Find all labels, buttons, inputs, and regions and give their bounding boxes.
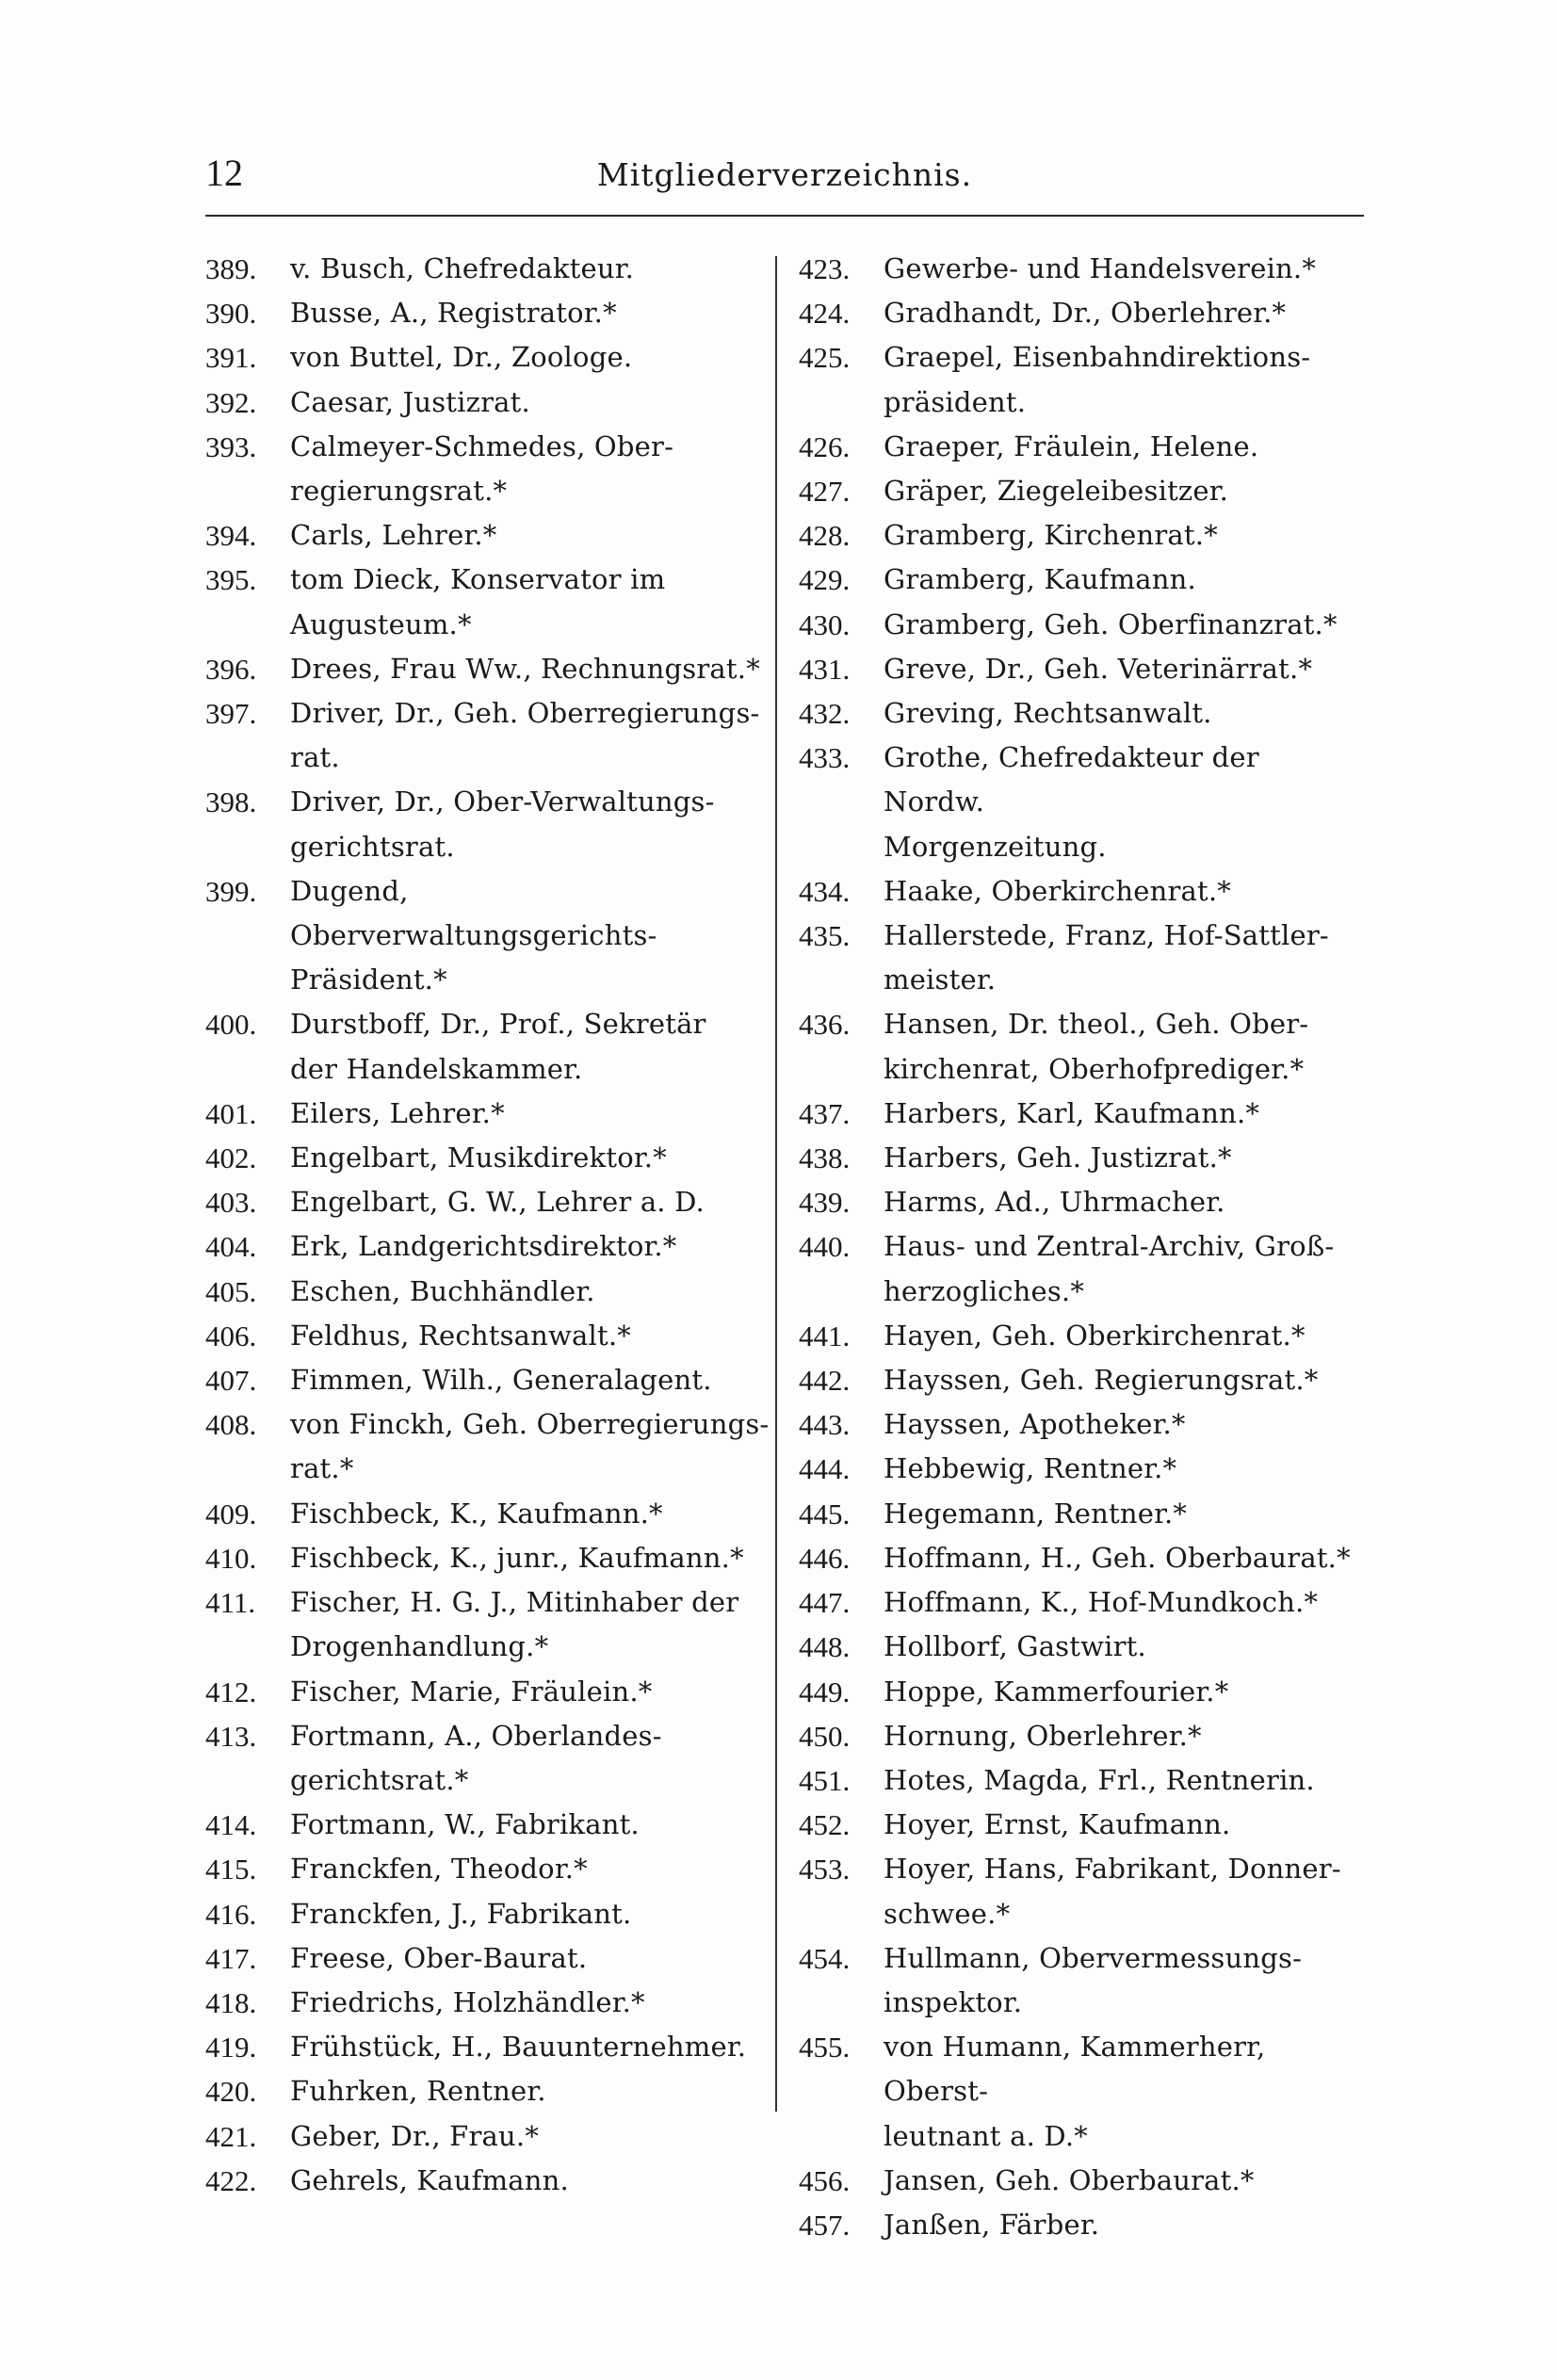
entry-number: 404. [205,1230,257,1264]
entry-number: 420. [205,2075,257,2109]
header-rule [205,215,1364,217]
entry-number: 390. [205,297,257,331]
entry-text-line: Harbers, Geh. Justizrat.* [884,1141,1232,1174]
member-entry [799,1803,1364,1847]
column-divider [775,256,777,2112]
entry-number: 447. [799,1586,851,1620]
member-entry [205,1136,770,1180]
entry-text-line: von Finckh, Geh. Oberregierungs- [290,1408,770,1441]
member-entry [205,1402,770,1491]
entry-number: 392. [205,385,257,419]
entry-text-line: Franckfen, J., Fabrikant. [290,1897,632,1930]
entry-number: 443. [799,1408,851,1442]
entry-text-line: Engelbart, Musikdirektor.* [290,1141,667,1174]
entry-number: 455. [799,2031,851,2064]
entry-text-line: Eschen, Buchhändler. [290,1274,595,1307]
member-entry [205,291,770,335]
right-column [799,247,1364,2247]
entry-text-line: rat.* [290,1452,354,1485]
entry-number: 395. [205,563,257,597]
member-entry [205,1847,770,1891]
entry-text-line: Hebbewig, Rentner.* [884,1452,1177,1485]
entry-text-line: schwee.* [884,1897,1011,1930]
member-entry [205,2159,770,2203]
entry-number: 408. [205,1408,257,1442]
entry-text-line: Freese, Ober-Baurat. [290,1941,588,1974]
member-entry [799,691,1364,736]
member-entry [205,1224,770,1269]
member-entry [799,425,1364,469]
entry-text-line: Fuhrken, Rentner. [290,2075,546,2108]
entry-number: 450. [799,1719,851,1753]
entry-number: 432. [799,697,851,731]
entry-number: 418. [205,1985,257,2019]
entry-text-line: Calmeyer-Schmedes, Ober- [290,429,674,462]
entry-text-line: Driver, Dr., Geh. Oberregierungs- [290,697,760,730]
entry-text-line: Drogenhandlung.* [290,1630,549,1663]
member-entry [799,513,1364,558]
entry-number: 454. [799,1941,851,1975]
member-entry [205,1714,770,1803]
member-entry [205,1803,770,1847]
member-entry [799,1002,1364,1091]
entry-text-line: Morgenzeitung. [884,830,1107,863]
entry-number: 446. [799,1541,851,1575]
entry-text-line: Fortmann, A., Oberlandes- [290,1719,662,1752]
entry-text-line: Fischbeck, K., junr., Kaufmann.* [290,1541,744,1574]
entry-text-line: von Humann, Kammerherr, Oberst- [884,2031,1266,2108]
member-entry [799,558,1364,602]
entry-number: 407. [205,1364,257,1398]
entry-text-line: Carls, Lehrer.* [290,519,497,552]
member-entry [205,647,770,691]
member-entry [799,869,1364,914]
member-entry [799,1314,1364,1358]
entry-text-line: Hoyer, Ernst, Kaufmann. [884,1808,1231,1841]
member-entry [205,869,770,1003]
member-entry [205,1358,770,1402]
entry-text-line: Gräper, Ziegeleibesitzer. [884,475,1229,508]
member-entry [799,1670,1364,1714]
entry-number: 403. [205,1186,257,1220]
entry-number: 402. [205,1141,257,1175]
member-entry [205,335,770,380]
entry-number: 433. [799,741,851,775]
entry-text-line: Fimmen, Wilh., Generalagent. [290,1364,712,1397]
entry-text-line: Haake, Oberkirchenrat.* [884,874,1231,907]
entry-text-line: Fischbeck, K., Kaufmann.* [290,1497,663,1530]
entry-text-line: Gehrels, Kaufmann. [290,2163,569,2196]
member-entry [205,513,770,558]
entry-number: 436. [799,1008,851,1042]
member-entry [205,2069,770,2113]
member-entry [799,2025,1364,2159]
entry-number: 448. [799,1630,851,1664]
entry-text-line: Durstboff, Dr., Prof., Sekretär [290,1008,706,1041]
entry-text-line: Hotes, Magda, Frl., Rentnerin. [884,1763,1315,1796]
page-header [205,151,1364,207]
entry-number: 406. [205,1319,257,1352]
member-entry [205,1670,770,1714]
entry-text-line: Hallerstede, Franz, Hof-Sattler- [884,919,1329,952]
entry-text-line: tom Dieck, Konservator im [290,563,666,596]
member-entry [799,1536,1364,1580]
member-entry [205,1002,770,1091]
entry-number: 424. [799,297,851,331]
entry-text-line: Gramberg, Kaufmann. [884,563,1196,596]
entry-text-line: Grothe, Chefredakteur der Nordw. [884,741,1259,818]
entry-number: 396. [205,652,257,686]
entry-number: 441. [799,1319,851,1352]
entry-number: 414. [205,1808,257,1842]
member-entry [205,425,770,513]
member-entry [205,1314,770,1358]
member-entry [799,1447,1364,1491]
entry-text-line: Hansen, Dr. theol., Geh. Ober- [884,1008,1309,1041]
entry-number: 457. [799,2208,851,2242]
entry-text-line: leutnant a. D.* [884,2119,1088,2152]
entry-text-line: Feldhus, Rechtsanwalt.* [290,1319,631,1352]
member-entry [799,1758,1364,1803]
entry-text-line: Harbers, Karl, Kaufmann.* [884,1096,1260,1129]
entry-number: 437. [799,1096,851,1130]
entry-text-line: regierungsrat.* [290,475,508,508]
member-entry [205,558,770,646]
member-entry [799,1625,1364,1669]
entry-text-line: gerichtsrat. [290,830,455,863]
entry-number: 405. [205,1274,257,1308]
entry-number: 430. [799,607,851,641]
entry-number: 389. [205,252,257,285]
entry-number: 449. [799,1675,851,1708]
entry-number: 445. [799,1497,851,1530]
entry-number: 411. [205,1586,256,1620]
member-entry [205,1270,770,1314]
member-entry [799,647,1364,691]
entry-number: 439. [799,1186,851,1220]
entry-text-line: Janßen, Färber. [884,2208,1100,2241]
entry-text-line: Graepel, Eisenbahndirektions- [884,341,1311,374]
entry-text-line: Gramberg, Geh. Oberfinanzrat.* [884,607,1338,640]
entry-number: 452. [799,1808,851,1842]
member-entry [799,1492,1364,1536]
member-entry [205,1536,770,1580]
entry-text-line: Graeper, Fräulein, Helene. [884,429,1259,462]
member-entry [205,1492,770,1536]
member-entry [205,1892,770,1936]
member-entry [205,380,770,425]
entry-number: 442. [799,1364,851,1398]
entry-number: 419. [205,2031,257,2064]
entry-number: 416. [205,1897,257,1931]
entry-text-line: Friedrichs, Holzhändler.* [290,1985,645,2018]
entry-text-line: Hegemann, Rentner.* [884,1497,1188,1530]
entry-text-line: Haus- und Zentral-Archiv, Groß- [884,1230,1335,1263]
entry-text-line: von Buttel, Dr., Zoologe. [290,341,633,374]
entry-text-line: Hullmann, Obervermessungs- [884,1941,1303,1974]
entry-number: 425. [799,341,851,375]
entry-text-line: v. Busch, Chefredakteur. [290,252,635,284]
entry-text-line: Greving, Rechtsanwalt. [884,697,1212,730]
entry-number: 435. [799,919,851,953]
entry-text-line: Hoyer, Hans, Fabrikant, Donner- [884,1853,1341,1886]
entry-number: 427. [799,475,851,509]
member-entry [799,291,1364,335]
entry-number: 391. [205,341,257,375]
entry-text-line: Caesar, Justizrat. [290,385,530,418]
member-entry [799,1580,1364,1625]
entry-text-line: gerichtsrat.* [290,1763,469,1796]
entry-number: 415. [205,1853,257,1886]
member-entry [799,2203,1364,2247]
member-entry [799,1092,1364,1136]
member-entry [205,1580,770,1669]
entry-number: 400. [205,1008,257,1042]
member-entry [205,2114,770,2159]
member-entry [799,469,1364,513]
entry-number: 444. [799,1452,851,1486]
entry-number: 422. [205,2163,257,2197]
entry-text-line: Geber, Dr., Frau.* [290,2119,540,2152]
entry-text-line: Driver, Dr., Ober-Verwaltungs- [290,785,715,818]
entry-text-line: Erk, Landgerichtsdirektor.* [290,1230,677,1263]
entry-number: 429. [799,563,851,597]
member-entry [799,1936,1364,2025]
entry-text-line: meister. [884,963,997,996]
entry-text-line: Gramberg, Kirchenrat.* [884,519,1218,552]
entry-text-line: Hayssen, Geh. Regierungsrat.* [884,1364,1319,1397]
member-entry [205,1092,770,1136]
member-entry [205,1981,770,2025]
member-entry [799,1136,1364,1180]
entry-number: 456. [799,2163,851,2197]
entry-number: 394. [205,519,257,553]
page-number: 12 [205,152,243,194]
member-entry [205,247,770,291]
member-entry [799,603,1364,647]
entry-number: 421. [205,2119,257,2153]
entry-text-line: Jansen, Geh. Oberbaurat.* [884,2163,1255,2196]
entry-text-line: Hollborf, Gastwirt. [884,1630,1146,1663]
running-title: Mitgliederverzeichnis. [596,156,973,193]
entry-text-line: Harms, Ad., Uhrmacher. [884,1186,1225,1219]
entry-text-line: Hoffmann, H., Geh. Oberbaurat.* [884,1541,1351,1574]
member-entry [205,2025,770,2069]
entry-number: 397. [205,697,257,731]
entry-number: 453. [799,1853,851,1886]
entry-number: 423. [799,252,851,285]
member-entry [799,1714,1364,1758]
member-entry [799,736,1364,869]
member-entry [205,780,770,868]
entry-number: 409. [205,1497,257,1530]
entry-number: 401. [205,1096,257,1130]
member-entry [799,247,1364,291]
entry-text-line: kirchenrat, Oberhofprediger.* [884,1052,1305,1085]
entry-text-line: Präsident.* [290,963,447,996]
entry-number: 438. [799,1141,851,1175]
member-entry [799,1358,1364,1402]
entry-text-line: Hoffmann, K., Hof-Mundkoch.* [884,1586,1319,1619]
entry-number: 399. [205,874,257,908]
entry-number: 417. [205,1941,257,1975]
member-entry [799,914,1364,1002]
entry-text-line: der Handelskammer. [290,1052,583,1085]
member-entry [205,691,770,780]
entry-text-line: Hayssen, Apotheker.* [884,1408,1186,1441]
entry-text-line: Fischer, H. G. J., Mitinhaber der [290,1586,739,1619]
entry-text-line: Dugend, Oberverwaltungsgerichts- [290,874,657,952]
entry-number: 428. [799,519,851,553]
member-entry [799,2159,1364,2203]
entry-text-line: inspektor. [884,1985,1023,2018]
entry-text-line: Gradhandt, Dr., Oberlehrer.* [884,297,1287,330]
entry-text-line: rat. [290,741,340,774]
entry-number: 440. [799,1230,851,1264]
entry-number: 451. [799,1763,851,1797]
left-column [205,247,770,2203]
entry-text-line: Engelbart, G. W., Lehrer a. D. [290,1186,705,1219]
member-entry [799,1402,1364,1447]
entry-number: 412. [205,1675,257,1708]
entry-text-line: Greve, Dr., Geh. Veterinärrat.* [884,652,1313,685]
entry-text-line: Fischer, Marie, Fräulein.* [290,1675,653,1708]
entry-text-line: Busse, A., Registrator.* [290,297,617,330]
entry-text-line: Franckfen, Theodor.* [290,1853,588,1886]
entry-number: 410. [205,1541,257,1575]
entry-number: 426. [799,429,851,463]
entry-text-line: Augusteum.* [290,607,472,640]
entry-text-line: Fortmann, W., Fabrikant. [290,1808,640,1841]
entry-number: 431. [799,652,851,686]
member-entry [205,1936,770,1981]
member-entry [799,335,1364,424]
entry-text-line: Frühstück, H., Bauunternehmer. [290,2031,747,2064]
entry-number: 398. [205,785,257,819]
entry-text-line: Gewerbe- und Handelsverein.* [884,252,1317,284]
member-entry [799,1847,1364,1935]
entry-number: 413. [205,1719,257,1753]
member-entry [799,1180,1364,1224]
entry-text-line: Hayen, Geh. Oberkirchenrat.* [884,1319,1306,1352]
member-entry [205,1180,770,1224]
entry-text-line: Hoppe, Kammerfourier.* [884,1675,1229,1708]
entry-text-line: Drees, Frau Ww., Rechnungsrat.* [290,652,760,685]
entry-text-line: Hornung, Oberlehrer.* [884,1719,1202,1752]
member-entry [799,1224,1364,1313]
entry-text-line: präsident. [884,385,1027,418]
entry-text-line: herzogliches.* [884,1274,1085,1307]
entry-text-line: Eilers, Lehrer.* [290,1096,505,1129]
entry-number: 393. [205,429,257,463]
entry-number: 434. [799,874,851,908]
